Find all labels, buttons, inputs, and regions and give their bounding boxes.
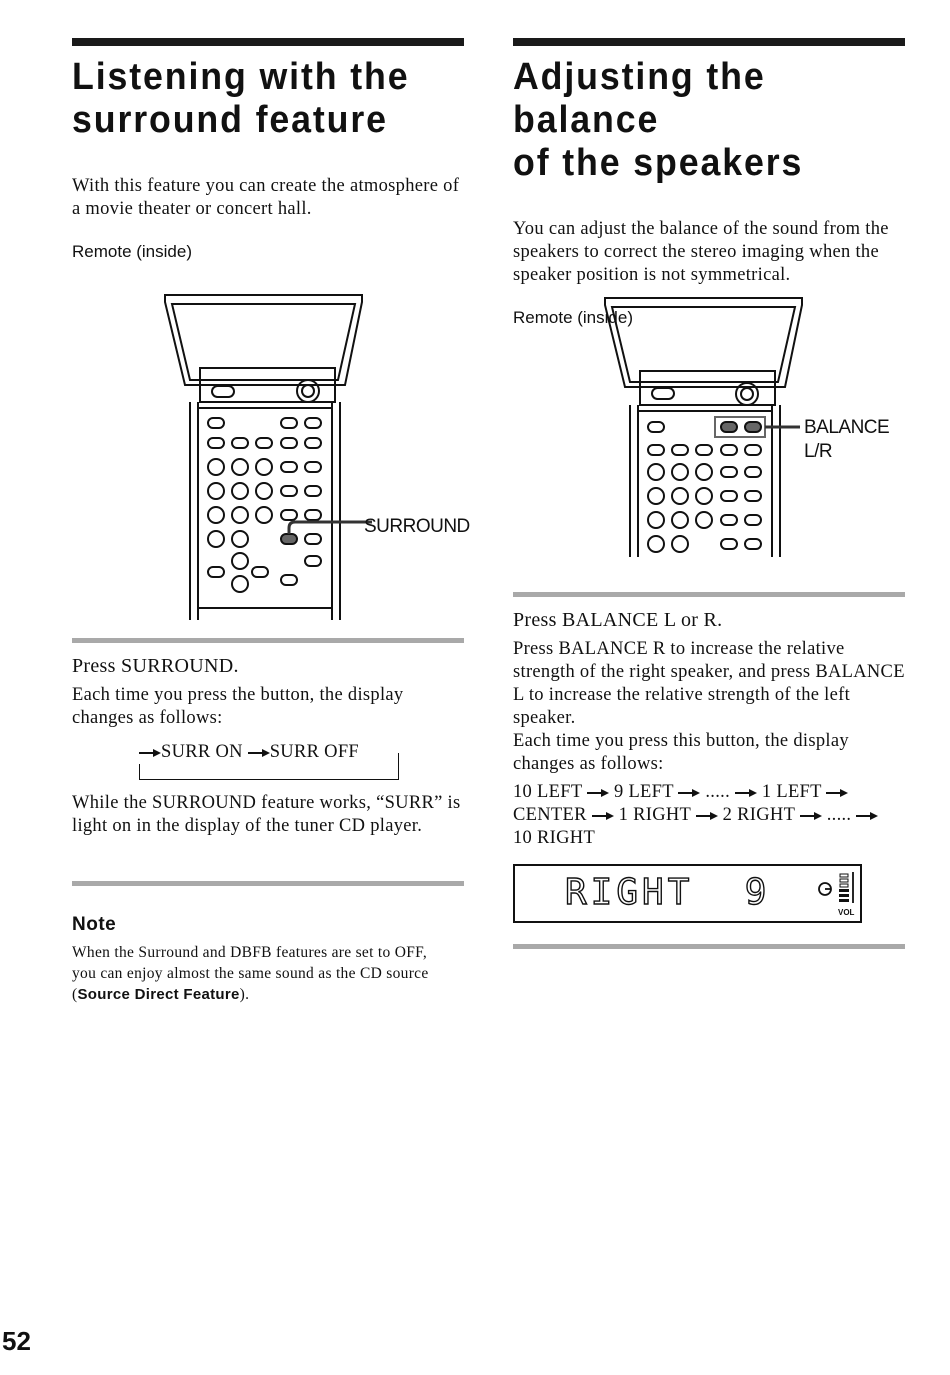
arrow-right-icon [139, 748, 161, 758]
right-step-title: Press BALANCE L or R. [513, 609, 723, 631]
left-step-text: Each time you press the button, the display changes as follows: [72, 685, 404, 728]
right-top-rule [513, 38, 905, 46]
arrow-right-icon [856, 811, 878, 821]
note-source-direct-feature: Source Direct Feature [77, 986, 240, 1003]
lcd-display [513, 864, 862, 923]
balance-r-button [745, 422, 761, 432]
sequence-line-2 [513, 804, 905, 827]
right-title-line1: Adjusting the balance [513, 56, 766, 141]
right-remote-caption: Remote (inside) [513, 308, 633, 327]
sequence-line-1 [513, 781, 905, 804]
right-section-title [513, 56, 881, 185]
page-number: 52 [2, 1326, 31, 1356]
left-step-rule [72, 638, 464, 643]
balance-callout-label [804, 416, 889, 464]
balance-callout-line2: L/R [804, 441, 833, 462]
left-section [72, 38, 464, 262]
lcd-vol-label: VOL [838, 908, 855, 917]
arrow-right-icon [248, 748, 270, 758]
surround-button-highlight [281, 534, 297, 544]
seq-ellipsis-2: ..... [826, 805, 852, 825]
cycle-surr-on: SURR ON [161, 742, 243, 762]
seq-10-left: 10 LEFT [513, 782, 583, 802]
balance-l-button [721, 422, 737, 432]
seq-1-left: 1 LEFT [761, 782, 822, 802]
right-bottom-rule [513, 944, 905, 949]
right-intro: You can adjust the balance of the sound from the speakers to correct the stereo imaging when the speaker position is not symmetrical. [513, 219, 889, 285]
arrow-right-icon [587, 788, 609, 798]
left-step-title: Press SURROUND. [72, 655, 239, 677]
note-title: Note [72, 914, 117, 935]
arrow-right-icon [800, 811, 822, 821]
note-rule [72, 881, 464, 886]
right-section [513, 38, 905, 328]
cycle-surr-off: SURR OFF [269, 742, 360, 762]
arrow-right-icon [678, 788, 700, 798]
left-intro: With this feature you can create the atmosphere of a movie theater or concert hall. [72, 176, 460, 219]
note-text [72, 942, 452, 1005]
left-section-title [72, 56, 440, 142]
left-after-text: While the SURROUND feature works, “SURR” is light on in the display of the tuner CD player. [72, 793, 461, 836]
left-top-rule [72, 38, 464, 46]
right-step-text-1: Press BALANCE R to increase the relative strength of the right speaker, and press BALANCE L to increase the relative strength of the left speaker. [513, 639, 905, 728]
seq-2-right: 2 RIGHT [722, 805, 795, 825]
lcd-display-text: RIGHT 9 [565, 872, 771, 913]
seq-1-right: 1 RIGHT [618, 805, 691, 825]
balance-sequence [513, 781, 905, 850]
arrow-right-icon [696, 811, 718, 821]
left-title-line2: surround feature [72, 99, 388, 141]
seq-9-left: 9 LEFT [613, 782, 674, 802]
arrow-right-icon [826, 788, 848, 798]
note-text-end: ). [239, 986, 250, 1003]
remote-illustration-surround [150, 290, 380, 625]
surround-cycle [139, 741, 361, 764]
seq-ellipsis-1: ..... [705, 782, 730, 802]
right-step-text-2: Each time you press this button, the display changes as follows: [513, 731, 849, 774]
arrow-right-icon [592, 811, 614, 821]
balance-callout-line1: BALANCE [804, 417, 890, 438]
arrow-right-icon [735, 788, 757, 798]
left-title-line1: Listening with the [72, 56, 410, 98]
remote-illustration-balance [590, 295, 820, 560]
note-text-start: When the Surround and DBFB features are set to OFF, you can enjoy almost the same sound as the CD source ( [72, 944, 429, 1003]
seq-center: CENTER [513, 805, 587, 825]
surround-callout-label: SURROUND [364, 516, 470, 537]
sequence-line-3: 10 RIGHT [513, 828, 596, 848]
right-title-line2: of the speakers [513, 142, 804, 184]
left-remote-caption: Remote (inside) [72, 242, 192, 261]
right-step-rule [513, 592, 905, 597]
